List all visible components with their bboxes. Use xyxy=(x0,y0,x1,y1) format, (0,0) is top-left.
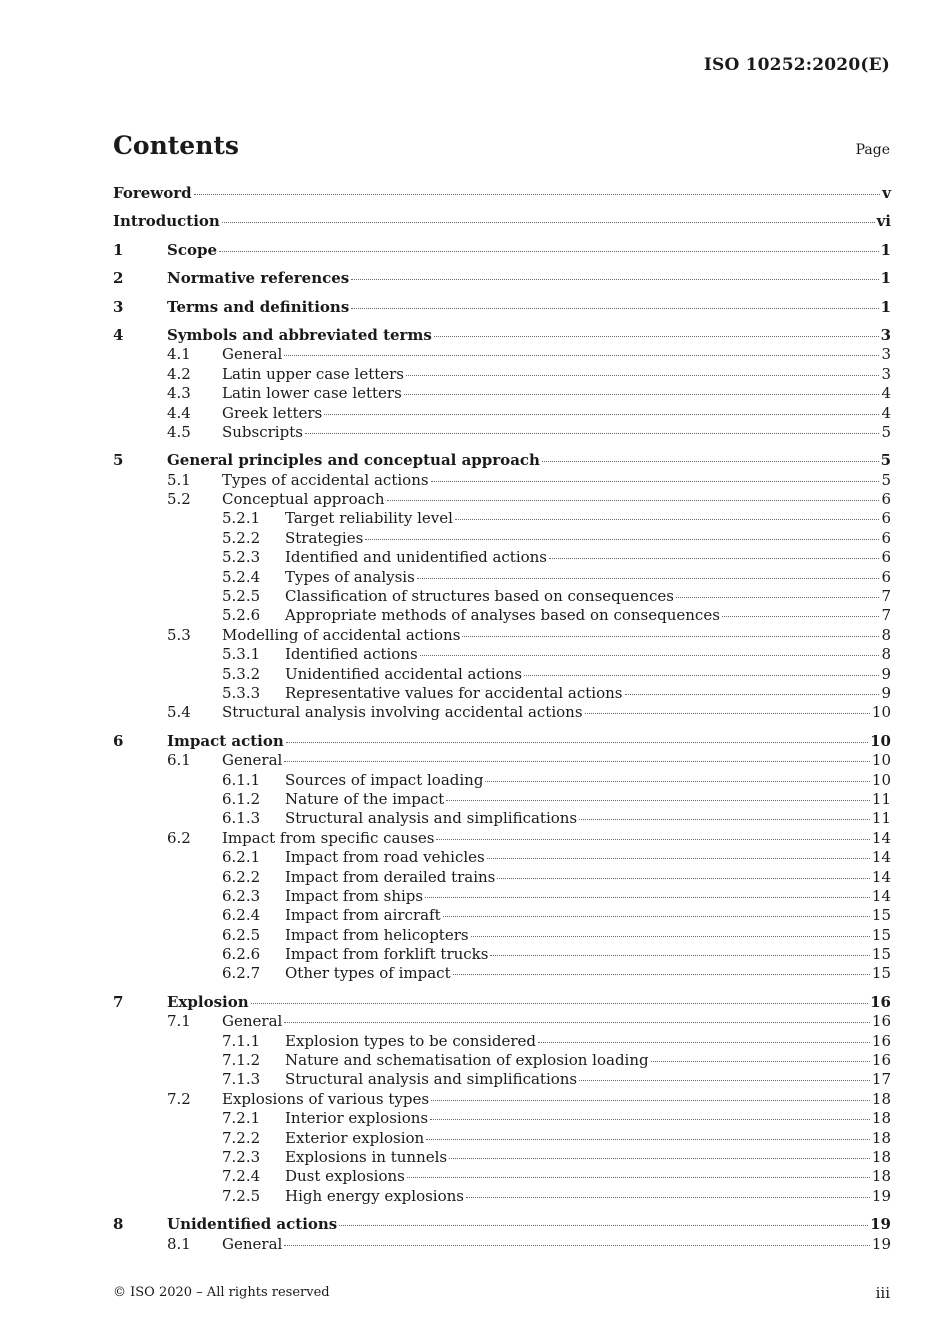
toc-leader-dots xyxy=(487,858,870,859)
toc-entry-page: 16 xyxy=(871,1051,891,1070)
toc-entry-title: Impact from ships xyxy=(285,886,424,905)
toc-leader-dots xyxy=(542,461,879,462)
toc-leader-dots xyxy=(549,558,879,559)
toc-entry-page: 5 xyxy=(880,451,891,470)
toc-entry-page: 1 xyxy=(880,240,891,259)
toc-entry-number: 7.1.1 xyxy=(222,1031,261,1050)
toc-leader-dots xyxy=(431,481,880,482)
toc-leader-dots xyxy=(651,1061,870,1062)
toc-entry-number: 6.2.2 xyxy=(222,867,261,886)
toc-entry-title: Sources of impact loading xyxy=(285,770,484,789)
toc-entry[interactable] xyxy=(113,751,891,770)
toc-entry-page: 15 xyxy=(871,906,891,925)
document-id: ISO 10252:2020(E) xyxy=(703,55,890,75)
toc-leader-dots xyxy=(449,1158,870,1159)
toc-entry-title: Impact from forklift trucks xyxy=(285,945,489,964)
toc-entry[interactable] xyxy=(113,626,891,645)
toc-entry-title: Unidentified actions xyxy=(167,1215,338,1234)
toc-leader-dots xyxy=(425,897,870,898)
toc-entry[interactable] xyxy=(113,298,891,317)
toc-entry-page: 10 xyxy=(870,731,891,750)
toc-entry-number: 6.2.7 xyxy=(222,964,261,983)
toc-entry-number: 4.5 xyxy=(167,422,191,441)
toc-entry-title: Latin upper case letters xyxy=(222,364,404,383)
toc-entry-number: 7.2.4 xyxy=(222,1167,261,1186)
toc-entry-title: Unidentified accidental actions xyxy=(285,664,523,683)
toc-leader-dots xyxy=(284,1245,870,1246)
toc-leader-dots xyxy=(339,1225,868,1226)
toc-entry-title: Greek letters xyxy=(222,403,323,422)
toc-entry-number: 6.1.2 xyxy=(222,789,261,808)
toc-entry-number: 8 xyxy=(113,1215,124,1234)
toc-entry-page: 18 xyxy=(871,1128,891,1147)
toc-entry-number: 5.4 xyxy=(167,703,191,722)
toc-entry-title: Explosion xyxy=(167,992,249,1011)
toc-entry-title: Structural analysis and simplifications xyxy=(285,1070,578,1089)
toc-leader-dots xyxy=(430,1119,870,1120)
toc-entry[interactable] xyxy=(113,384,891,403)
toc-entry-title: Identified actions xyxy=(285,645,418,664)
toc-entry-title: Structural analysis involving accidental actions xyxy=(222,703,583,722)
toc-entry-page: 8 xyxy=(881,625,891,644)
toc-leader-dots xyxy=(407,1177,870,1178)
toc-entry[interactable] xyxy=(113,326,891,345)
toc-leader-dots xyxy=(625,694,880,695)
toc-leader-dots xyxy=(497,878,870,879)
toc-entry[interactable] xyxy=(113,269,891,288)
toc-leader-dots xyxy=(222,222,875,223)
toc-leader-dots xyxy=(324,414,879,415)
toc-entry-title: Dust explosions xyxy=(285,1167,405,1186)
toc-entry[interactable] xyxy=(113,868,891,887)
toc-entry-number: 6.1 xyxy=(167,751,191,770)
toc-entry-title: General xyxy=(222,345,283,364)
toc-entry-title: Nature of the impact xyxy=(285,789,445,808)
toc-entry-number: 6.2.6 xyxy=(222,945,261,964)
toc-entry-title: Impact from helicopters xyxy=(285,925,469,944)
toc-entry-title: Impact from road vehicles xyxy=(285,848,485,867)
toc-entry-page: 19 xyxy=(871,1186,891,1205)
toc-entry-number: 6.2.5 xyxy=(222,925,261,944)
toc-entry-title: General xyxy=(222,1012,283,1031)
toc-entry-title: Types of analysis xyxy=(285,567,415,586)
toc-entry-title: Conceptual approach xyxy=(222,490,385,509)
toc-entry-page: 6 xyxy=(881,509,891,528)
toc-entry[interactable] xyxy=(113,1235,891,1254)
toc-entry[interactable] xyxy=(113,1051,891,1070)
toc-entry-number: 6.2.4 xyxy=(222,906,261,925)
toc-entry-page: 10 xyxy=(871,770,891,789)
toc-entry-page: 15 xyxy=(871,925,891,944)
toc-entry-number: 5.3.3 xyxy=(222,683,261,702)
toc-entry-title: Modelling of accidental actions xyxy=(222,625,461,644)
toc-leader-dots xyxy=(406,375,879,376)
toc-entry[interactable] xyxy=(113,423,891,442)
toc-entry[interactable] xyxy=(113,790,891,809)
toc-entry[interactable] xyxy=(113,887,891,906)
toc-entry-title: Foreword xyxy=(113,184,192,202)
toc-entry-title: Interior explosions xyxy=(285,1109,429,1128)
toc-entry-page: 5 xyxy=(881,470,891,489)
toc-entry-number: 4.1 xyxy=(167,345,191,364)
toc-entry-page: 3 xyxy=(881,364,891,383)
toc-entry-page: 14 xyxy=(871,867,891,886)
toc-entry[interactable] xyxy=(113,1090,891,1109)
toc-entry[interactable] xyxy=(113,509,891,528)
toc-entry[interactable] xyxy=(113,848,891,867)
toc-entry-title: Scope xyxy=(167,240,218,259)
toc-entry[interactable] xyxy=(113,1012,891,1031)
toc-entry[interactable] xyxy=(113,1148,891,1167)
toc-entry-title: Nature and schematisation of explosion loading xyxy=(285,1051,649,1070)
toc-entry[interactable] xyxy=(113,732,891,751)
toc-entry-page: 6 xyxy=(881,528,891,547)
toc-entry-title: Explosions of various types xyxy=(222,1089,430,1108)
toc-entry-title: General xyxy=(222,751,283,770)
toc-leader-dots xyxy=(579,1080,870,1081)
toc-entry-title: Explosion types to be considered xyxy=(285,1031,537,1050)
toc-entry-page: 6 xyxy=(881,490,891,509)
toc-leader-dots xyxy=(387,500,880,501)
toc-leader-dots xyxy=(284,761,870,762)
toc-entry[interactable] xyxy=(113,365,891,384)
toc-entry[interactable] xyxy=(113,771,891,790)
toc-entry[interactable] xyxy=(113,587,891,606)
toc-leader-dots xyxy=(471,936,870,937)
toc-entry-number: 5.3.1 xyxy=(222,645,261,664)
toc-entry-page: 14 xyxy=(871,886,891,905)
toc-leader-dots xyxy=(579,819,870,820)
toc-entry-number: 4.4 xyxy=(167,403,191,422)
toc-entry[interactable] xyxy=(113,606,891,625)
toc-entry-page: 15 xyxy=(871,964,891,983)
toc-entry-number: 5.1 xyxy=(167,470,191,489)
toc-entry-title: Impact action xyxy=(167,731,284,750)
toc-leader-dots xyxy=(431,1100,870,1101)
toc-entry-number: 7 xyxy=(113,992,124,1011)
toc-entry-page: 6 xyxy=(881,548,891,567)
toc-leader-dots xyxy=(466,1197,870,1198)
toc-leader-dots xyxy=(453,974,870,975)
toc-entry-number: 6 xyxy=(113,731,124,750)
toc-entry[interactable] xyxy=(113,529,891,548)
toc-entry-page: 18 xyxy=(871,1147,891,1166)
toc-entry-title: Latin lower case letters xyxy=(222,384,402,403)
toc-leader-dots xyxy=(722,616,880,617)
toc-leader-dots xyxy=(426,1139,870,1140)
toc-entry-title: Classification of structures based on consequences xyxy=(285,587,674,606)
toc-entry-page: 8 xyxy=(881,645,891,664)
toc-entry[interactable] xyxy=(113,568,891,587)
toc-entry-page: 16 xyxy=(871,1012,891,1031)
toc-entry-title: High energy explosions xyxy=(285,1186,464,1205)
toc-entry[interactable] xyxy=(113,684,891,703)
toc-leader-dots xyxy=(420,655,880,656)
toc-entry-page: 18 xyxy=(871,1167,891,1186)
toc-entry-number: 5.2.6 xyxy=(222,606,261,625)
toc-entry[interactable] xyxy=(113,490,891,509)
toc-entry-page: 11 xyxy=(871,809,891,828)
toc-entry-page: v xyxy=(882,184,891,202)
toc-entry[interactable] xyxy=(113,1070,891,1089)
toc-entry-page: 4 xyxy=(881,403,891,422)
toc-entry-page: 9 xyxy=(881,664,891,683)
toc-entry-number: 7.2 xyxy=(167,1089,191,1108)
toc-leader-dots xyxy=(585,713,870,714)
toc-entry-page: 17 xyxy=(871,1070,891,1089)
toc-entry-title: Subscripts xyxy=(222,422,303,441)
toc-entry[interactable] xyxy=(113,404,891,423)
toc-entry-number: 4.2 xyxy=(167,364,191,383)
toc-entry-number: 5.3 xyxy=(167,625,191,644)
toc-entry-number: 5.2.1 xyxy=(222,509,261,528)
toc-entry-page: 14 xyxy=(871,828,891,847)
toc-leader-dots xyxy=(446,800,870,801)
toc-entry-title: Target reliability level xyxy=(285,509,453,528)
toc-entry-number: 4 xyxy=(113,325,124,344)
toc-entry-title: Explosions in tunnels xyxy=(285,1147,448,1166)
toc-leader-dots xyxy=(490,955,869,956)
footer-page-number: iii xyxy=(875,1284,890,1302)
toc-entry-number: 7.2.3 xyxy=(222,1147,261,1166)
toc-leader-dots xyxy=(305,433,880,434)
toc-leader-dots xyxy=(365,539,879,540)
toc-leader-dots xyxy=(417,578,880,579)
toc-entry-page: 19 xyxy=(870,1215,891,1234)
toc-entry[interactable] xyxy=(113,1215,891,1234)
toc-entry-page: 18 xyxy=(871,1089,891,1108)
toc-entry[interactable] xyxy=(113,451,891,470)
toc-entry-title: Symbols and abbreviated terms xyxy=(167,325,432,344)
toc-entry[interactable] xyxy=(113,829,891,848)
toc-entry-title: Impact from aircraft xyxy=(285,906,441,925)
toc-entry-number: 5.2.4 xyxy=(222,567,261,586)
toc-entry-number: 5 xyxy=(113,451,124,470)
toc-entry-number: 7.1.2 xyxy=(222,1051,261,1070)
toc-entry[interactable] xyxy=(113,1129,891,1148)
toc-entry[interactable] xyxy=(113,241,891,260)
toc-leader-dots xyxy=(351,279,878,280)
toc-leader-dots xyxy=(284,1022,870,1023)
toc-entry-number: 7.1.3 xyxy=(222,1070,261,1089)
toc-entry-title: Identified and unidentified actions xyxy=(285,548,548,567)
toc-entry-page: 16 xyxy=(871,1031,891,1050)
toc-leader-dots xyxy=(194,194,881,195)
page-column-label: Page xyxy=(855,142,890,158)
toc-entry-number: 7.2.1 xyxy=(222,1109,261,1128)
toc-entry[interactable] xyxy=(113,1187,891,1206)
toc-leader-dots xyxy=(676,597,880,598)
toc-leader-dots xyxy=(284,355,879,356)
toc-entry-page: 11 xyxy=(871,789,891,808)
toc-entry-title: Impact from derailed trains xyxy=(285,867,496,886)
toc-entry-title: Impact from specific causes xyxy=(222,828,435,847)
toc-entry[interactable] xyxy=(113,945,891,964)
toc-entry-number: 6.1.1 xyxy=(222,770,261,789)
toc-entry[interactable] xyxy=(113,345,891,364)
toc-leader-dots xyxy=(251,1003,869,1004)
toc-entry-number: 7.2.5 xyxy=(222,1186,261,1205)
toc-entry-title: Exterior explosion xyxy=(285,1128,425,1147)
toc-entry-title: Representative values for accidental actions xyxy=(285,683,623,702)
toc-entry-title: Types of accidental actions xyxy=(222,470,429,489)
toc-entry-page: 4 xyxy=(881,384,891,403)
toc-entry-page: 18 xyxy=(871,1109,891,1128)
toc-entry-page: 6 xyxy=(881,567,891,586)
toc-entry-page: 7 xyxy=(881,587,891,606)
toc-entry[interactable] xyxy=(113,809,891,828)
toc-entry-number: 6.2 xyxy=(167,828,191,847)
toc-entry-title: Appropriate methods of analyses based on consequences xyxy=(285,606,720,625)
toc-entry[interactable] xyxy=(113,184,891,203)
toc-entry-page: 14 xyxy=(871,848,891,867)
toc-entry[interactable] xyxy=(113,1032,891,1051)
toc-entry[interactable] xyxy=(113,471,891,490)
toc-entry-number: 6.2.3 xyxy=(222,886,261,905)
toc-entry-page: 10 xyxy=(871,703,891,722)
toc-entry-page: 3 xyxy=(880,325,891,344)
toc-entry-number: 2 xyxy=(113,269,124,288)
toc-leader-dots xyxy=(219,251,879,252)
toc-entry-number: 4.3 xyxy=(167,384,191,403)
footer-copyright: © ISO 2020 – All rights reserved xyxy=(113,1285,330,1300)
toc-leader-dots xyxy=(462,636,879,637)
toc-entry-title: Introduction xyxy=(113,212,220,231)
toc-entry-number: 1 xyxy=(113,240,124,259)
toc-leader-dots xyxy=(436,839,869,840)
toc-leader-dots xyxy=(434,336,879,337)
toc-leader-dots xyxy=(351,308,878,309)
toc-entry-page: 10 xyxy=(871,751,891,770)
toc-leader-dots xyxy=(286,742,868,743)
toc-entry[interactable] xyxy=(113,645,891,664)
toc-leader-dots xyxy=(404,394,880,395)
toc-entry-number: 6.1.3 xyxy=(222,809,261,828)
toc-entry-title: Other types of impact xyxy=(285,964,451,983)
toc-entry-number: 5.3.2 xyxy=(222,664,261,683)
toc-entry[interactable] xyxy=(113,548,891,567)
toc-entry-page: 15 xyxy=(871,945,891,964)
toc-entry-page: 19 xyxy=(871,1234,891,1253)
toc-entry[interactable] xyxy=(113,665,891,684)
toc-entry-number: 7.2.2 xyxy=(222,1128,261,1147)
toc-entry-page: 1 xyxy=(880,269,891,288)
toc-entry-page: vi xyxy=(876,212,891,231)
toc-entry-page: 9 xyxy=(881,683,891,702)
toc-entry-number: 8.1 xyxy=(167,1234,191,1253)
toc-entry-number: 3 xyxy=(113,297,124,316)
toc-entry[interactable] xyxy=(113,993,891,1012)
toc-entry-title: General xyxy=(222,1234,283,1253)
toc-leader-dots xyxy=(443,916,870,917)
toc-leader-dots xyxy=(485,781,869,782)
toc-entry-page: 3 xyxy=(881,345,891,364)
toc-entry[interactable] xyxy=(113,906,891,925)
toc-entry-number: 5.2.5 xyxy=(222,587,261,606)
toc-entry-number: 6.2.1 xyxy=(222,848,261,867)
toc-entry-number: 5.2.3 xyxy=(222,548,261,567)
toc-entry-title: Structural analysis and simplifications xyxy=(285,809,578,828)
toc-entry-number: 5.2.2 xyxy=(222,528,261,547)
contents-title: Contents xyxy=(113,131,240,160)
toc-entry-number: 5.2 xyxy=(167,490,191,509)
toc-leader-dots xyxy=(538,1042,870,1043)
toc-entry-page: 1 xyxy=(880,297,891,316)
table-of-contents xyxy=(113,184,891,1254)
toc-entry[interactable] xyxy=(113,212,891,231)
toc-leader-dots xyxy=(524,675,879,676)
toc-entry-title: Normative references xyxy=(167,269,350,288)
toc-entry[interactable] xyxy=(113,703,891,722)
toc-entry-number: 7.1 xyxy=(167,1012,191,1031)
toc-entry[interactable] xyxy=(113,964,891,983)
toc-entry[interactable] xyxy=(113,1109,891,1128)
toc-leader-dots xyxy=(455,519,880,520)
toc-entry-title: General principles and conceptual approach xyxy=(167,451,540,470)
toc-entry-title: Terms and definitions xyxy=(167,297,350,316)
toc-entry-page: 16 xyxy=(870,992,891,1011)
toc-entry[interactable] xyxy=(113,926,891,945)
toc-entry-title: Strategies xyxy=(285,528,364,547)
toc-entry-page: 5 xyxy=(881,422,891,441)
toc-entry[interactable] xyxy=(113,1167,891,1186)
toc-entry-page: 7 xyxy=(881,606,891,625)
